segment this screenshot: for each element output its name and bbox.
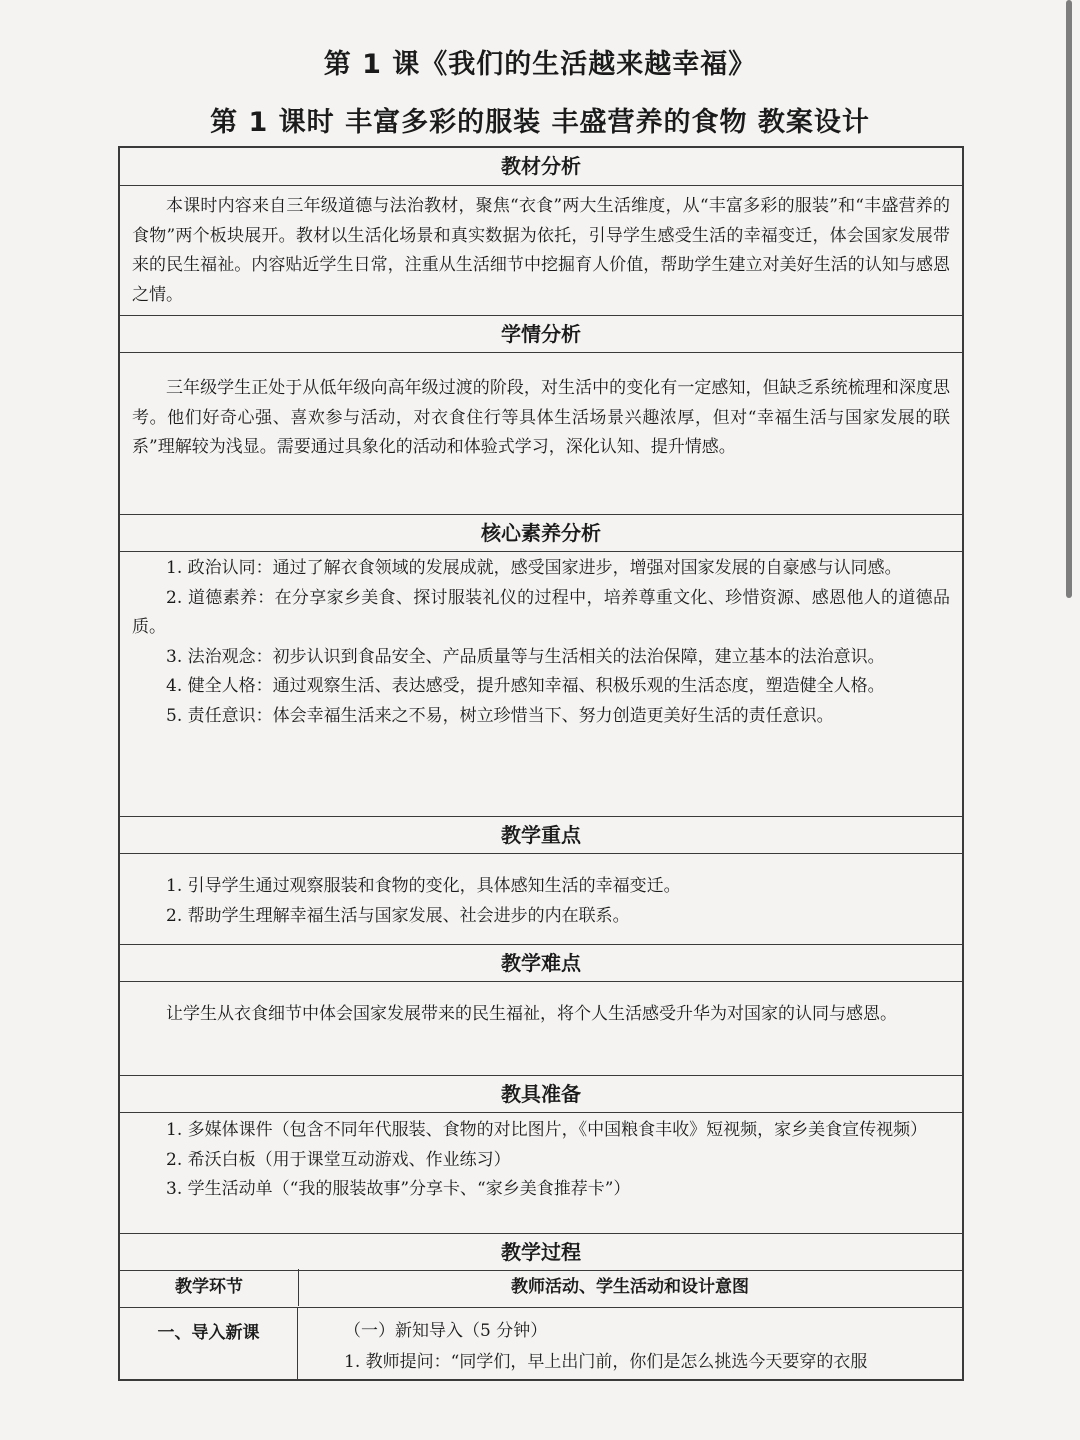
section-heading-materials: 教具准备 xyxy=(120,1075,962,1113)
list-item: 4. 健全人格：通过观察生活、表达感受，提升感知幸福、积极乐观的生活态度，塑造健全人格。 xyxy=(166,676,885,696)
document-title: 第 1 课《我们的生活越来越幸福》 xyxy=(323,49,757,80)
section-body-core-competency xyxy=(120,554,962,731)
list-item: 2. 帮助学生理解幸福生活与国家发展、社会进步的内在联系。 xyxy=(166,905,630,926)
activity-line: 1. 教师提问：“同学们，早上出门前，你们是怎么挑选今天要穿的衣服 xyxy=(344,1352,868,1372)
process-table-header xyxy=(120,1269,962,1308)
document-subtitle: 第 1 课时 丰富多彩的服装 丰盛营养的食物 教案设计 xyxy=(210,107,870,138)
section-heading-core-competency: 核心素养分析 xyxy=(120,514,962,552)
section-heading-textbook-analysis: 教材分析 xyxy=(120,148,962,186)
list-item: 1. 引导学生通过观察服装和食物的变化，具体感知生活的幸福变迁。 xyxy=(166,876,681,896)
list-item: 3. 法治观念：初步认识到食品安全、产品质量等与生活相关的法治保障，建立基本的法治意识。 xyxy=(166,646,885,667)
paragraph: 本课时内容来自三年级道德与法治教材，聚焦“衣食”两大生活维度，从“丰富多彩的服装”和“丰盛营养的食物”两个板块展开。教材以生活化场景和真实数据为依托，引导学生感受生活的幸福变迁，体会国家发展带来的民生福祉。内容贴近学生日常，注重从生活细节中挖掘育人价值，帮助学生建立对美好生活的认知与感恩之情。 xyxy=(132,196,950,305)
activity-cell xyxy=(298,1308,962,1379)
column-header-stage: 教学环节 xyxy=(120,1269,299,1306)
list-item: 2. 希沃白板（用于课堂互动游戏、作业练习） xyxy=(166,1149,511,1170)
section-heading-process: 教学过程 xyxy=(120,1233,962,1271)
section-body-textbook-analysis xyxy=(120,192,962,310)
list-item: 1. 政治认同：通过了解衣食领域的发展成就，感受国家进步，增强对国家发展的自豪感与认同感。 xyxy=(166,558,902,578)
activity-line: （一）新知导入（5 分钟） xyxy=(344,1321,548,1341)
table-row xyxy=(120,1308,962,1379)
section-body-difficulties xyxy=(120,1000,962,1030)
scrollbar[interactable] xyxy=(1066,0,1072,598)
section-heading-key-points: 教学重点 xyxy=(120,816,962,854)
column-header-activities: 教师活动、学生活动和设计意图 xyxy=(511,1277,749,1297)
list-item: 1. 多媒体课件（包含不同年代服装、食物的对比图片，《中国粮食丰收》短视频，家乡美食宣传视频） xyxy=(166,1120,928,1140)
list-item: 2. 道德素养：在分享家乡美食、探讨服装礼仪的过程中，培养尊重文化、珍惜资源、感恩他人的道德品质。 xyxy=(132,587,950,637)
paragraph: 三年级学生正处于从低年级向高年级过渡的阶段，对生活中的变化有一定感知，但缺乏系统梳理和深度思考。他们好奇心强、喜欢参与活动，对衣食住行等具体生活场景兴趣浓厚，但对“幸福生活与国家发展的联系”理解较为浅显。需要通过具象化的活动和体验式学习，深化认知、提升情感。 xyxy=(132,378,950,457)
section-heading-student-analysis: 学情分析 xyxy=(120,315,962,353)
section-body-key-points xyxy=(120,872,962,931)
stage-cell: 一、导入新课 xyxy=(120,1308,298,1379)
section-heading-difficulties: 教学难点 xyxy=(120,944,962,982)
lesson-plan-table xyxy=(118,146,964,1381)
paragraph: 让学生从衣食细节中体会国家发展带来的民生福祉，将个人生活感受升华为对国家的认同与感恩。 xyxy=(166,1004,897,1024)
list-item: 5. 责任意识：体会幸福生活来之不易，树立珍惜当下、努力创造更美好生活的责任意识。 xyxy=(166,705,834,726)
section-body-student-analysis xyxy=(120,374,962,463)
section-body-materials xyxy=(120,1116,962,1205)
list-item: 3. 学生活动单（“我的服装故事”分享卡、“家乡美食推荐卡”） xyxy=(166,1179,631,1199)
